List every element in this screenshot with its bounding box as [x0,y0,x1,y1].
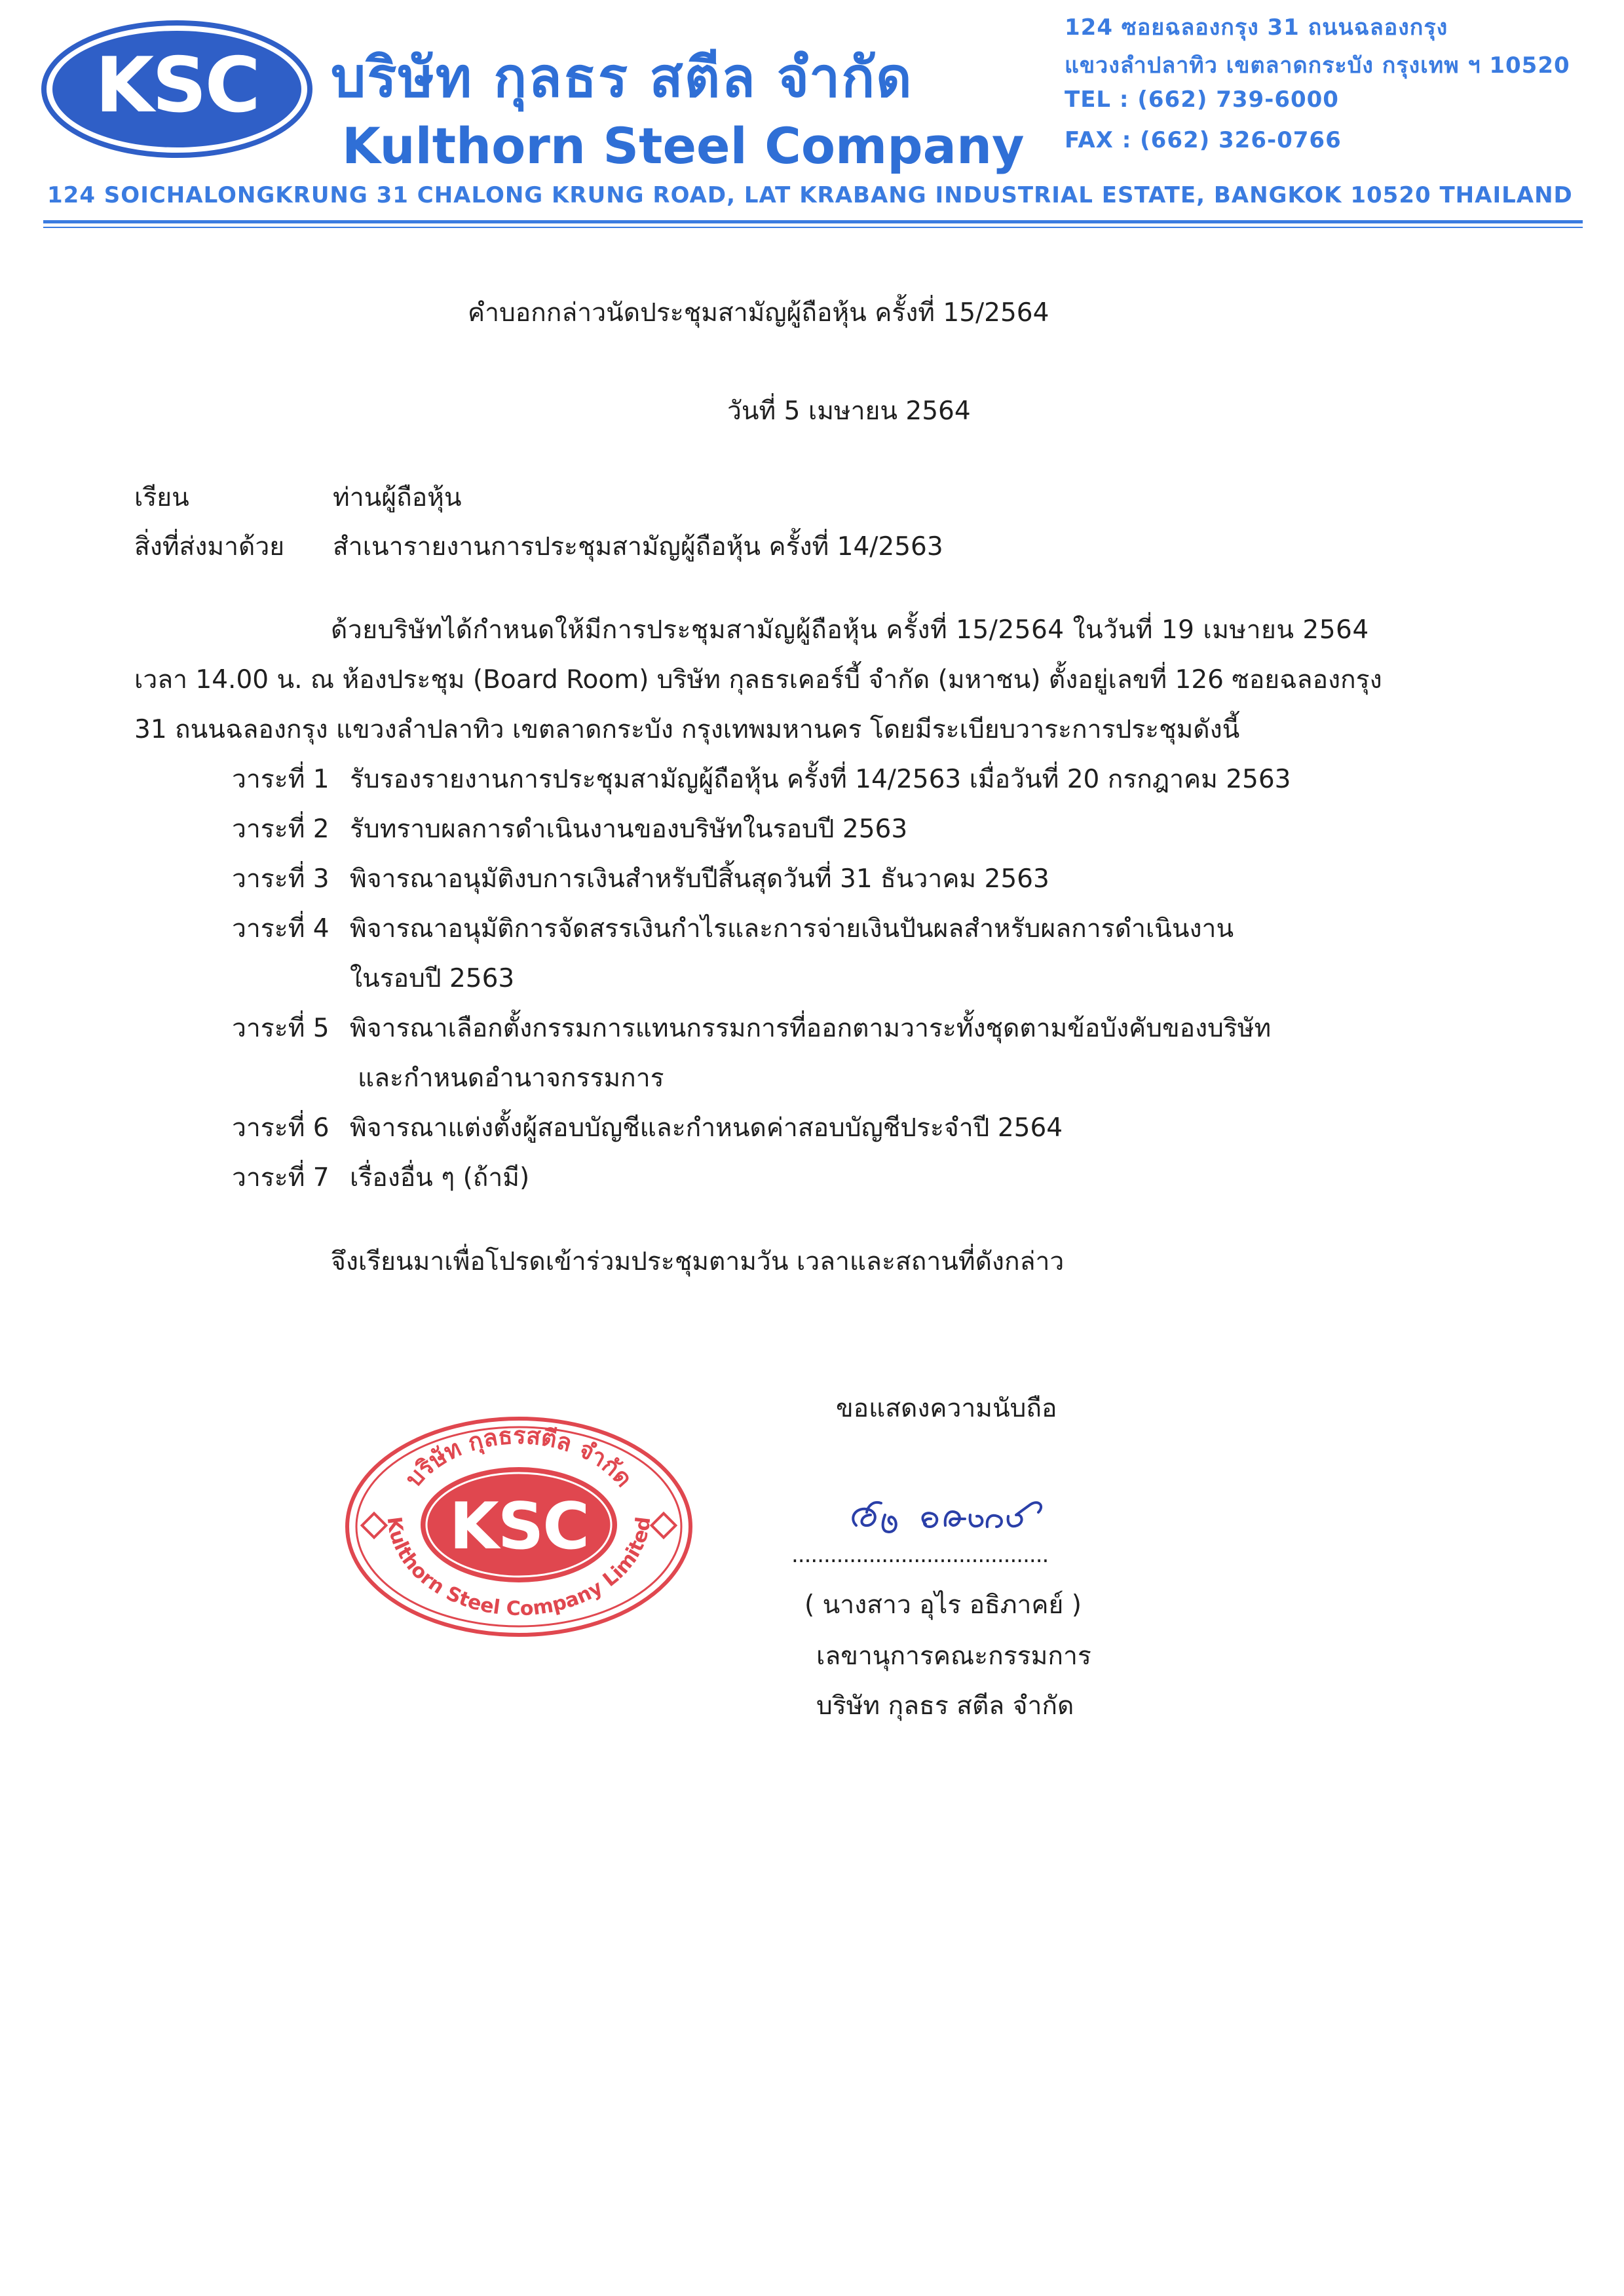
telephone: TEL : (662) 739-6000 [1065,86,1339,113]
company-seal-stamp [342,1412,696,1641]
fax: FAX : (662) 326-0766 [1065,127,1342,153]
stamp-bottom-text: Kulthorn Steel Company Limited [382,1515,656,1621]
company-logo [41,20,313,159]
to-label: เรียน [134,483,189,512]
agenda-item-text: พิจารณาแต่งตั้งผู้สอบบัญชีและกำหนดค่าสอบบัญชีประจำปี 2564 [350,1113,1063,1143]
closing-invitation: จึงเรียนมาเพื่อโปรดเข้าร่วมประชุมตามวัน เวลาและสถานที่ดังกล่าว [331,1247,1065,1276]
signer-company: บริษัท กุลธร สตีล จำกัด [816,1691,1074,1721]
company-name-en: Kulthorn Steel Company [342,117,1025,175]
stamp-center-text: KSC [449,1489,589,1564]
body-line-2: เวลา 14.00 น. ณ ห้องประชุม (Board Room) บริษัท กุลธรเคอร์บี้ จำกัด (มหาชน) ตั้งอยู่เลขที่ 126 ซอยฉลองกรุง [134,665,1382,695]
agenda-item-continuation: และกำหนดอำนาจกรรมการ [358,1063,664,1093]
regards: ขอแสดงความนับถือ [836,1394,1057,1423]
agenda-number: วาระที่ 3 [232,864,330,894]
agenda-number: วาระที่ 7 [232,1163,330,1193]
agenda-number: วาระที่ 4 [232,914,330,944]
agenda-number: วาระที่ 6 [232,1113,330,1143]
agenda-number: วาระที่ 2 [232,814,330,844]
logo-text: KSC [95,41,259,130]
agenda-number: วาระที่ 5 [232,1014,330,1043]
company-name-th: บริษัท กุลธร สตีล จำกัด [331,45,913,109]
signer-name: ( นางสาว อุไร อธิภาคย์ ) [804,1590,1082,1620]
agenda-number: วาระที่ 1 [232,765,330,794]
signer-position: เลขานุการคณะกรรมการ [816,1641,1091,1671]
address-th-line2: แขวงลำปลาทิว เขตลาดกระบัง กรุงเทพ ฯ 10520 [1065,52,1570,79]
agenda-item-text: รับรองรายงานการประชุมสามัญผู้ถือหุ้น ครั้งที่ 14/2563 เมื่อวันที่ 20 กรกฎาคม 2563 [350,765,1291,794]
agenda-item-text: พิจารณาอนุมัติการจัดสรรเงินกำไรและการจ่ายเงินปันผลสำหรับผลการดำเนินงาน [350,914,1234,944]
letter-title: คำบอกกล่าวนัดประชุมสามัญผู้ถือหุ้น ครั้งที่ 15/2564 [468,298,1049,328]
agenda-item-text: พิจารณาเลือกตั้งกรรมการแทนกรรมการที่ออกตามวาระทั้งชุดตามข้อบังคับของบริษัท [350,1014,1272,1043]
stamp-top-text: บริษัท กุลธรสตีล จำกัด [400,1422,637,1493]
enclosure-label: สิ่งที่ส่งมาด้วย [134,532,285,562]
header-rule-top [43,220,1583,223]
body-line-3: 31 ถนนฉลองกรุง แขวงลำปลาทิว เขตลาดกระบัง กรุงเทพมหานคร โดยมีระเบียบวาระการประชุมดังนี้ [134,715,1240,744]
body-line-1: ด้วยบริษัทได้กำหนดให้มีการประชุมสามัญผู้ถือหุ้น ครั้งที่ 15/2564 ในวันที่ 19 เมษายน 2564 [331,615,1369,645]
agenda-item-text: พิจารณาอนุมัติงบการเงินสำหรับปีสิ้นสุดวันที่ 31 ธันวาคม 2563 [350,864,1049,894]
header-rule-bottom [43,227,1583,228]
enclosure-value: สำเนารายงานการประชุมสามัญผู้ถือหุ้น ครั้งที่ 14/2563 [333,532,943,562]
address-en: 124 SOICHALONGKRUNG 31 CHALONG KRUNG ROAD, LAT KRABANG INDUSTRIAL ESTATE, BANGKOK 10520 THAILAND [47,182,1573,208]
letter-date: วันที่ 5 เมษายน 2564 [727,396,971,426]
agenda-item-text: เรื่องอื่น ๆ (ถ้ามี) [350,1163,530,1193]
to-value: ท่านผู้ถือหุ้น [333,483,462,512]
signature-line: ........................................ [791,1542,1049,1568]
agenda-item-continuation: ในรอบปี 2563 [350,964,515,993]
address-th-line1: 124 ซอยฉลองกรุง 31 ถนนฉลองกรุง [1065,14,1448,41]
agenda-item-text: รับทราบผลการดำเนินงานของบริษัทในรอบปี 2563 [350,814,908,844]
